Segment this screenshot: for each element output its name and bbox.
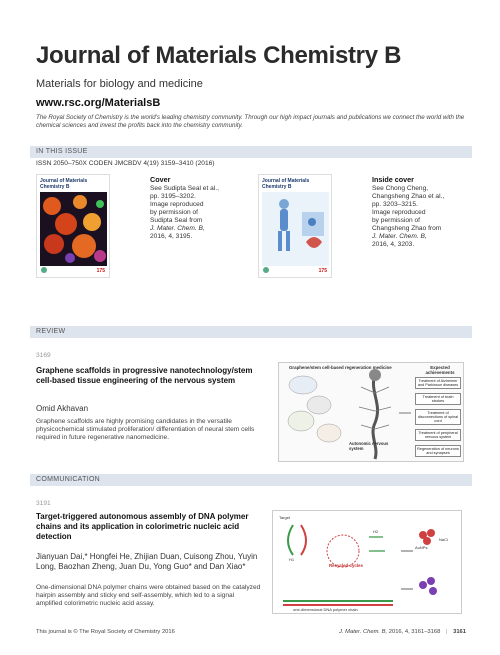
journal-subtitle: Materials for biology and medicine (36, 78, 203, 90)
achievement-box: Treatment of peripheral nervous system (415, 429, 461, 441)
achievement-list (415, 377, 461, 457)
cover-line: Image reproduced (372, 209, 426, 216)
communication-section-bar: COMMUNICATION (30, 474, 472, 486)
footer-journal-cite: J. Mater. Chem. B, (339, 629, 388, 635)
rsc-blurb: The Royal Society of Chemistry is the world's leading chemistry community. Through our high impact journals and publications we connect the world with the chemical sciences and invest the profits back into the chemistry community. (36, 114, 465, 129)
inside-cover-thumbnail[interactable] (258, 174, 332, 278)
cover-line: Changsheng Zhao et al., (372, 193, 445, 200)
cover-line: Sudipta Seal from (150, 217, 203, 224)
cover-journal-title: Journal of Materials Chemistry B (262, 178, 310, 190)
issn-line: ISSN 2050–750X CODEN JMCBDV 4(19) 3159–3410 (2016) (36, 160, 215, 167)
cover-art (40, 192, 107, 266)
review-section-bar: REVIEW (30, 326, 472, 338)
footer-volume-pages: 2016, 4, 3161–3168 (388, 629, 441, 635)
communication-abstract: One-dimensional DNA polymer chains were obtained based on the catalyzed hairpin assembly and sticky end self-assembly, which led to a signal amplified colorimetric nucleic acid assay. (36, 584, 261, 608)
in-this-issue-bar: IN THIS ISSUE (30, 146, 472, 158)
figure-cycle-label: Recycled cycles (329, 563, 363, 568)
achievement-box: Regeneration of neurons and synapses (415, 445, 461, 457)
inside-cover-caption (372, 176, 462, 249)
achievement-box: Treatment of Alzheimer and Parkinson diseases (415, 377, 461, 389)
cover-line: pp. 3203–3215. (372, 201, 418, 208)
footer-page-number: 3161 (453, 629, 466, 635)
cover-line: J. Mater. Chem. B, (372, 233, 427, 240)
communication-graphical-abstract[interactable] (272, 510, 462, 614)
rsc-logo-icon (41, 267, 47, 273)
front-cover-thumbnail[interactable] (36, 174, 110, 278)
figure-label: AuNPs (415, 545, 428, 550)
figure-expected-label: Expected achievements (425, 365, 455, 375)
review-abstract: Graphene scaffolds are highly promising candidates in the versatile physicochemical stimulated proliferation/ differentiation of neural stem cells required in future regenerative nanomedicine. (36, 418, 255, 442)
journal-title: Journal of Materials Chemistry B (36, 42, 402, 69)
cover-line: by permission of (150, 209, 199, 216)
cover-line: by permission of (372, 217, 421, 224)
communication-page-number[interactable]: 3191 (36, 500, 51, 507)
cover-line: Changsheng Zhao from (372, 225, 442, 232)
cover-line: J. Mater. Chem. B, (150, 225, 205, 232)
figure-bottom-label: one-dimensional DNA polymer chain (293, 607, 358, 612)
journal-url[interactable]: www.rsc.org/MaterialsB (36, 97, 161, 109)
figure-header: Graphene/stem cell-based regeneration medicine (289, 365, 392, 370)
rsc-logo-icon (263, 267, 269, 273)
footer-copyright: This journal is © The Royal Society of Chemistry 2016 (36, 629, 175, 635)
review-page-number[interactable]: 3169 (36, 352, 51, 359)
communication-figure-art (273, 511, 463, 615)
review-graphical-abstract[interactable] (278, 362, 464, 462)
figure-label: Target (279, 515, 291, 520)
cover-art (262, 192, 329, 266)
cover-line: 2016, 4, 3195. (150, 233, 193, 240)
figure-center-label: Autonomic nervous system (349, 441, 389, 451)
cover-line: See Chong Cheng, (372, 185, 429, 192)
figure-label: NaCl (439, 537, 448, 542)
achievement-box: Treatment of brain strokes (415, 393, 461, 405)
cover-heading: Cover (150, 175, 171, 184)
communication-title[interactable]: Target-triggered autonomous assembly of DNA polymer chains and its application in colorimetric nucleic acid detection (36, 512, 249, 541)
review-authors: Omid Akhavan (36, 404, 89, 413)
cover-badge: 175 (96, 268, 105, 274)
review-title[interactable]: Graphene scaffolds in progressive nanotechnology/stem cell-based tissue engineering of the nervous system (36, 366, 253, 385)
cover-line: See Sudipta Seal et al., (150, 185, 219, 192)
cover-line: Image reproduced (150, 201, 204, 208)
cover-line: 2016, 4, 3203. (372, 241, 415, 248)
cover-line: pp. 3195–3202. (150, 193, 196, 200)
cover-heading: Inside cover (372, 175, 414, 184)
figure-label: H2 (373, 529, 379, 534)
cover-journal-title: Journal of Materials Chemistry B (40, 178, 88, 190)
figure-label: H1 (289, 557, 295, 562)
cover-caption (150, 176, 240, 241)
communication-authors: Jianyuan Dai,* Hongfei He, Zhijian Duan, Cuisong Zhou, Yuyin Long, Baozhan Zheng, Juan Du, Yong Guo* and Dan Xiao* (36, 552, 258, 571)
cover-badge: 175 (318, 268, 327, 274)
footer-citation: J. Mater. Chem. B, 2016, 4, 3161–3168 | 3161 (339, 629, 466, 635)
achievement-box: Treatment of disconnections of spinal cord (415, 409, 461, 425)
